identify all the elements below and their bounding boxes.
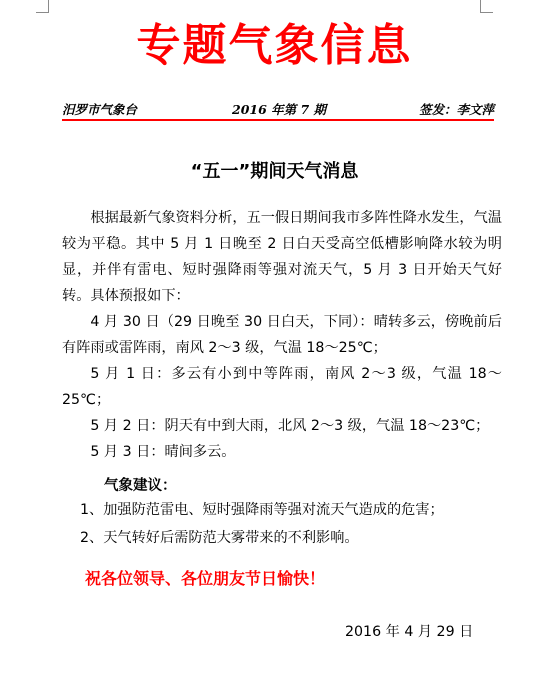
subhead (62, 100, 494, 118)
issue-number: 2016 年第 7 期 (232, 102, 327, 117)
forecast-body (62, 205, 502, 465)
issue-date: 2016 年 4 月 29 日 (345, 624, 474, 640)
masthead-title: 专题气象信息 (136, 20, 413, 71)
holiday-greeting: 祝各位领导、各位朋友节日愉快！ (85, 569, 326, 588)
forecast-apr30: 4 月 30 日（29 日晚至 30 日白天，下同）：晴转多云，傍晚前后有阵雨或雷阵雨，南风 2～3 级，气温 18～25℃； (62, 314, 502, 356)
forecast-may1: 5 月 1 日：多云有小到中等阵雨，南风 2～3 级，气温 18～25℃； (62, 366, 502, 408)
document-title: “五一”期间天气消息 (190, 161, 359, 182)
forecast-may2: 5 月 2 日：阴天有中到大雨，北风 2～3 级，气温 18～23℃； (90, 418, 490, 434)
advice-heading: 气象建议： (104, 478, 177, 494)
page-corner-mark-right (480, 0, 493, 13)
header-divider (62, 119, 494, 121)
advice-list (80, 496, 510, 552)
signer-label: 签发：李文萍 (418, 102, 494, 117)
intro-paragraph: 根据最新气象资料分析，五一假日期间我市多阵性降水发生，气温较为平稳。其中 5 月 1 日晚至 2 日白天受高空低槽影响降水较为明显，并伴有雷电、短时强降雨等强对流天气，5 月 3 日开始天气好转。具体预报如下： (62, 210, 502, 304)
issuer-label: 汨罗市气象台 (62, 102, 138, 117)
page-corner-mark-left (36, 0, 49, 13)
advice-item: 2、天气转好后需防范大雾带来的不利影响。 (80, 530, 359, 546)
advice-item: 1、加强防范雷电、短时强降雨等强对流天气造成的危害； (80, 502, 444, 518)
forecast-may3: 5 月 3 日：晴间多云。 (90, 444, 236, 460)
